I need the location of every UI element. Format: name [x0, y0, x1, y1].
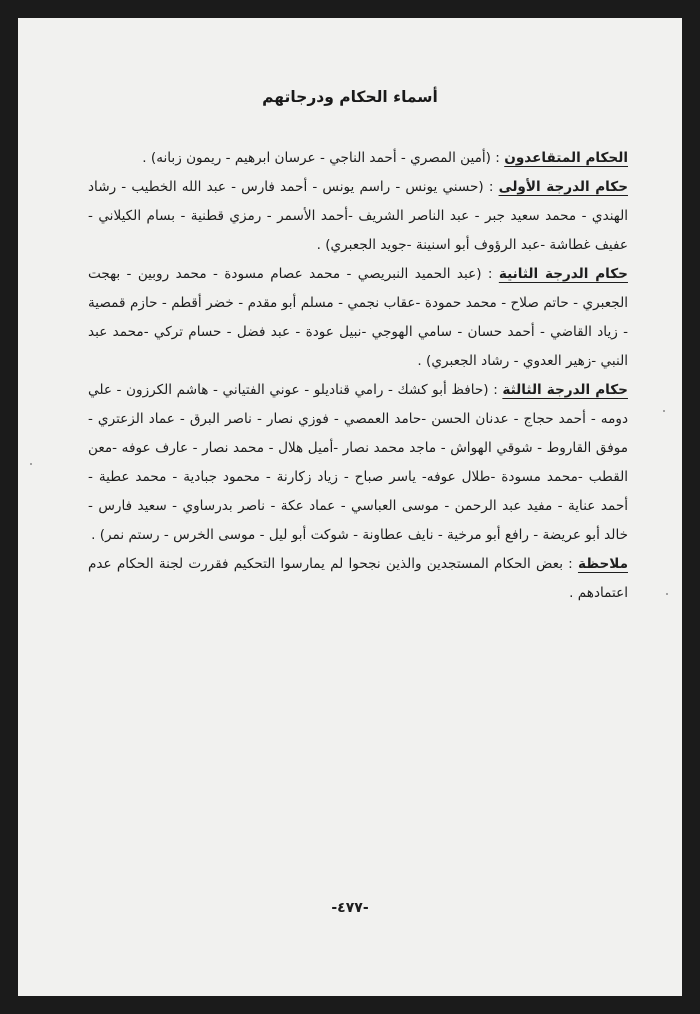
section-body: : (حسني يونس - راسم يونس - أحمد فارس - عبد الله الخطيب - رشاد الهندي - محمد سعيد جبر - عبد الناصر الشريف -أحمد الأسمر - رمزي قطنية - بسام الكيلاني - عفيف غطاشة -عبد الرؤوف أبو اسنينة -جويد الجعبري) . — [88, 179, 628, 253]
section-third-grade — [88, 376, 628, 550]
paper-speck — [663, 410, 665, 412]
document-body — [88, 144, 628, 608]
section-heading: حكام الدرجة الثانية — [498, 266, 628, 282]
paper-speck — [30, 463, 32, 465]
page-title: أسماء الحكام ودرجاتهم — [262, 88, 438, 106]
section-body: : (أمين المصري - أحمد الناجي - عرسان ابرهيم - ريمون زبانه) . — [142, 150, 505, 166]
section-body: : (حافظ أبو كشك - رامي قناديلو - عوني الفتياني - هاشم الكرزون - علي دومه - أحمد حجاج - عدنان الحسن -حامد العمصي - فوزي نصار - ناصر البرق - عماد الزعتري - موفق القاروط - شوقي الهواش - ماجد محمد نصار -أميل هلال - محمد نصار - عارف عوفه -معن القطب -محمد مسودة -طلال عوفه- ياسر صباح - زياد زكارنة - محمود جبادية - محمد عطية - أحمد عناية - مفيد عبد الرحمن - موسى العباسي - عماد عكة - ناصر بدرساوي - سعيد فارس - خالد أبو عريضة - رافع أبو مرخية - نايف عطاونة - شوكت أبو ليل - موسى الخرس - رستم نمر) . — [88, 382, 628, 543]
paper-speck — [666, 593, 668, 595]
section-note — [88, 550, 628, 608]
section-heading: حكام الدرجة الأولى — [498, 179, 628, 195]
section-heading: حكام الدرجة الثالثة — [502, 382, 628, 398]
section-heading: الحكام المتقاعدون — [504, 150, 628, 166]
section-heading: ملاحظة — [577, 556, 628, 572]
section-first-grade — [88, 173, 628, 260]
section-retired-referees — [88, 144, 628, 173]
section-body: : بعض الحكام المستجدين والذين نجحوا لم يمارسوا التحكيم فقررت لجنة الحكام عدم اعتمادهم . — [88, 556, 628, 601]
section-second-grade — [88, 260, 628, 376]
document-page — [18, 18, 682, 996]
page-number: -٤٧٧- — [331, 900, 369, 916]
section-body: : (عبد الحميد النبريصي - محمد عصام مسودة - محمد روبين - بهجت الجعبري - حاتم صلاح - محمد حمودة -عقاب نجمي - مسلم أبو مقدم - خضر أقطم - حازم قمصية - زياد القاضي - أحمد حسان - سامي الهوجي -نبيل عودة - عبد فضل - حسام تركي -محمد عبد النبي -زهير العدوي - رشاد الجعبري) . — [88, 266, 628, 369]
